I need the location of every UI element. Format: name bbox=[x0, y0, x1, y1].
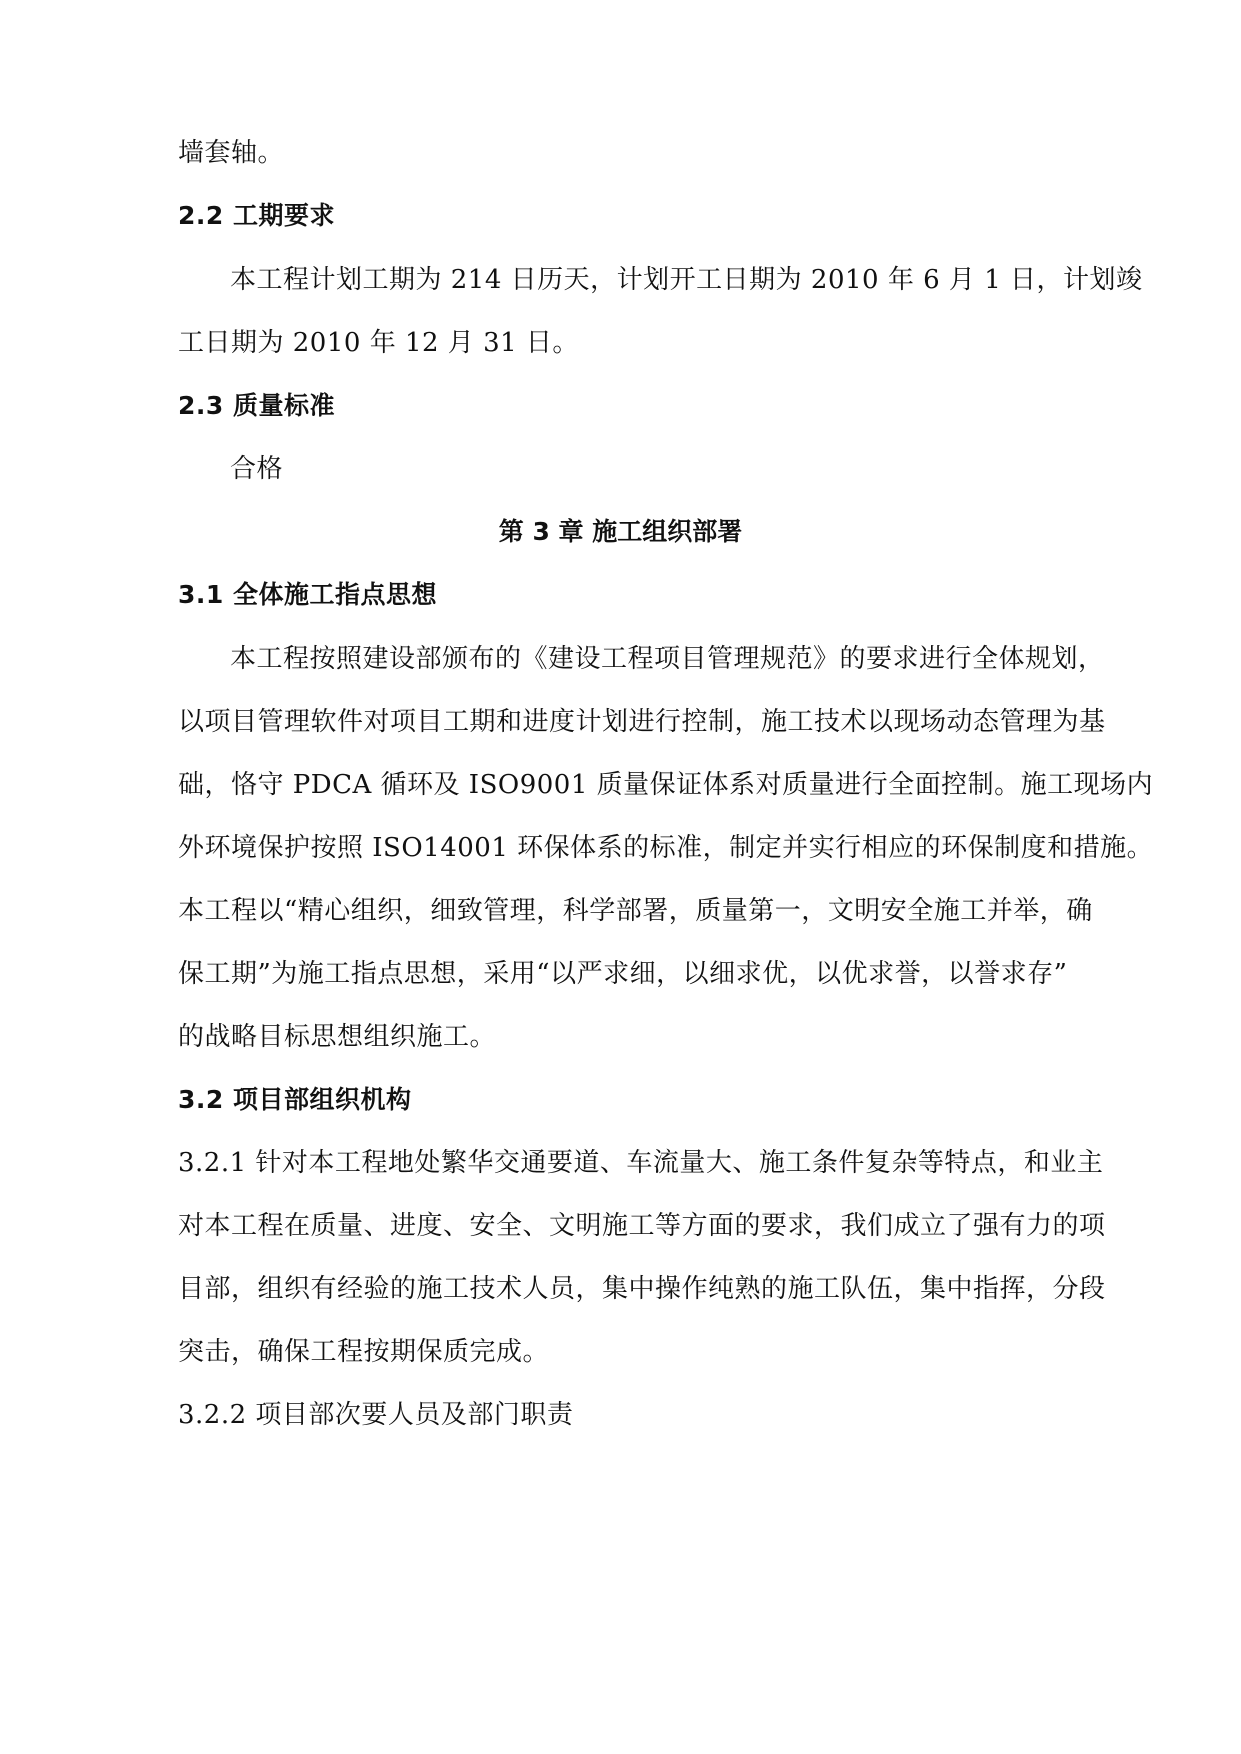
text-line: 3.2.1 针对本工程地处繁华交通要道、车流量大、施工条件复杂等特点，和业主 bbox=[178, 1148, 1104, 1178]
text-line: 目部，组织有经验的施工技术人员，集中操作纯熟的施工队伍，集中指挥，分段 bbox=[178, 1274, 1106, 1304]
text-line: 的战略目标思想组织施工。 bbox=[178, 1022, 497, 1052]
text-line: 外环境保护按照 ISO14001 环保体系的标准，制定并实行相应的环保制度和措施。 bbox=[178, 833, 1154, 863]
text-line: 本工程计划工期为 214 日历天，计划开工日期为 2010 年 6 月 1 日，计划竣 bbox=[230, 265, 1143, 295]
text-line: 墙套轴。 bbox=[178, 138, 285, 168]
text-line: 工日期为 2010 年 12 月 31 日。 bbox=[178, 328, 579, 358]
text-line: 突击，确保工程按期保质完成。 bbox=[178, 1337, 550, 1367]
section-heading-3-2: 3.2 项目部组织机构 bbox=[178, 1085, 412, 1114]
chapter-title: 第 3 章 施工组织部署 bbox=[498, 517, 743, 546]
text-line: 合格 bbox=[230, 454, 284, 484]
text-line: 3.2.2 项目部次要人员及部门职责 bbox=[178, 1400, 574, 1430]
text-line: 本工程按照建设部颁布的《建设工程项目管理规范》的要求进行全体规划， bbox=[230, 644, 1105, 674]
section-heading-2-3: 2.3 质量标准 bbox=[178, 391, 335, 420]
section-heading-3-1: 3.1 全体施工指点思想 bbox=[178, 580, 437, 609]
text-line: 保工期”为施工指点思想，采用“以严求细，以细求优，以优求誉，以誉求存” bbox=[178, 959, 1068, 989]
text-line: 础，恪守 PDCA 循环及 ISO9001 质量保证体系对质量进行全面控制。施工现场内 bbox=[178, 770, 1154, 800]
text-line: 本工程以“精心组织，细致管理，科学部署，质量第一，文明安全施工并举，确 bbox=[178, 896, 1093, 926]
section-heading-2-2: 2.2 工期要求 bbox=[178, 201, 335, 230]
text-line: 对本工程在质量、进度、安全、文明施工等方面的要求，我们成立了强有力的项 bbox=[178, 1211, 1106, 1241]
text-line: 以项目管理软件对项目工期和进度计划进行控制，施工技术以现场动态管理为基 bbox=[178, 707, 1106, 737]
